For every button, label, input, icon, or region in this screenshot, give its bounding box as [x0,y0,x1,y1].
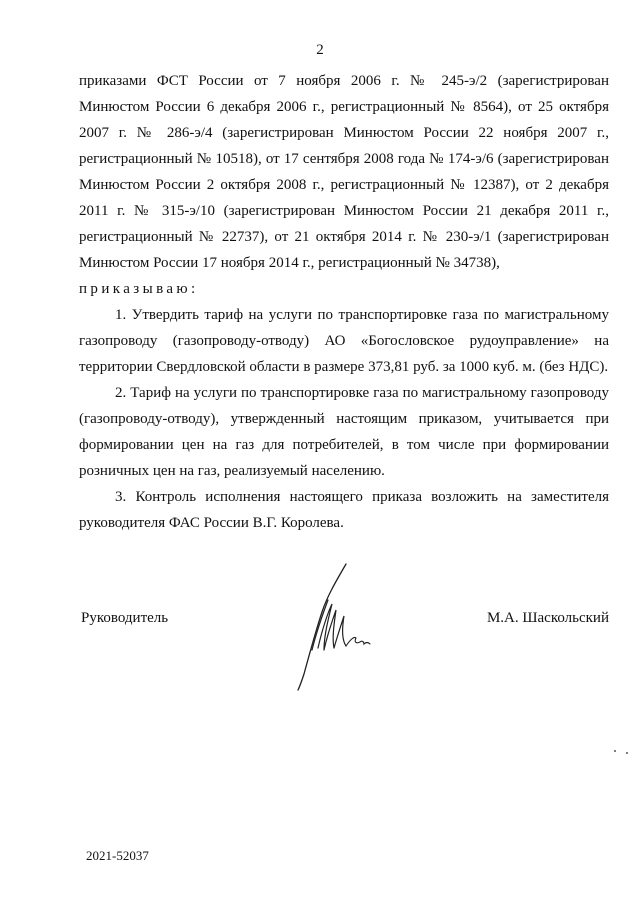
order-item-2: 2. Тариф на услуги по транспортировке газа по магистральному газопроводу (газопроводу-отводу), утвержденный настоящим приказом, учитывается при формировании цен на газ для потребителей, в том числе при формировании розничных цен на газ, реализуемый населению. [79,385,609,479]
scan-dot [614,750,616,752]
page-number: 2 [316,42,324,58]
scan-dot [626,752,628,754]
document-code: 2021-52037 [86,848,149,863]
signature-block [0,560,640,700]
order-item-3: 3. Контроль исполнения настоящего приказа возложить на заместителя руководителя ФАС России В.Г. Королева. [79,489,609,531]
order-word: приказываю: [79,281,199,297]
intro-paragraph: приказами ФСТ России от 7 ноября 2006 г. № 245-э/2 (зарегистрирован Минюстом России 6 декабря 2006 г., регистрационный № 8564), от 25 октября 2007 г. № 286-э/4 (зарегистрирован Минюстом России 22 ноября 2007 г., регистрационный № 10518), от 17 сентября 2008 года № 174-э/6 (зарегистрирован Минюстом России 2 октября 2008 г., регистрационный № 12387), от 2 декабря 2011 г. № 315-э/10 (зарегистрирован Минюстом России 21 декабря 2011 г., регистрационный № 22737), от 21 октября 2014 г. № 230-э/1 (зарегистрирован Минюстом России 17 ноября 2014 г., регистрационный № 34738), [79,73,609,271]
handwritten-signature-icon [288,560,378,692]
signatory-title: Руководитель [81,610,169,626]
signatory-name: М.А. Шаскольский [486,610,609,626]
order-item-1: 1. Утвердить тариф на услуги по транспортировке газа по магистральному газопроводу (газопроводу-отводу) АО «Богословское рудоуправление» на территории Свердловской области в размере 373,81 руб. за 1000 куб. м. (без НДС). [79,307,609,375]
document-body [79,68,609,536]
